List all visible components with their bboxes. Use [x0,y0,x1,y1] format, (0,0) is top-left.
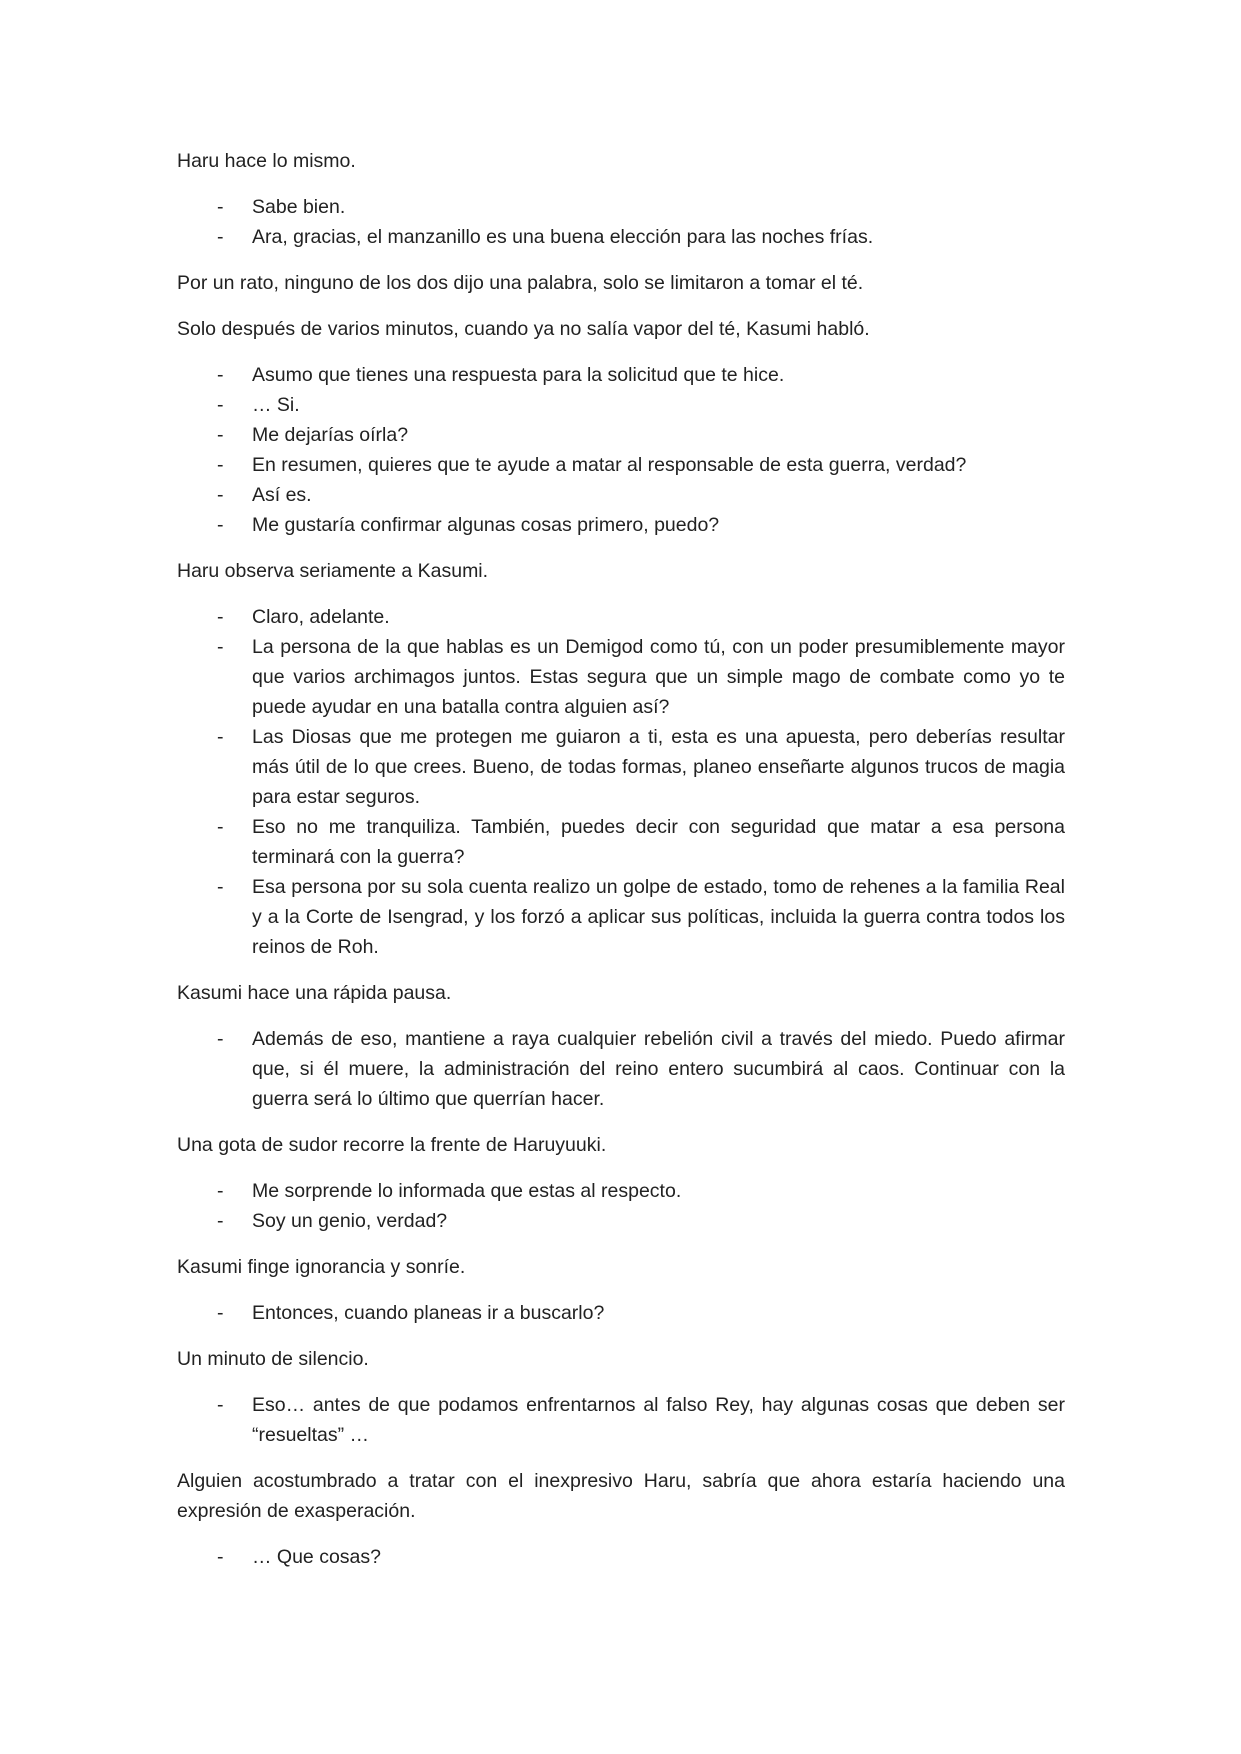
dialogue-list [177,360,1065,540]
dialogue-line [177,222,1065,252]
dialogue-dash: - [217,1546,224,1568]
dialogue-line [177,1390,1065,1450]
dialogue-dash: - [217,606,224,628]
dialogue-dash: - [217,196,224,218]
dialogue-dash: - [217,454,224,476]
dialogue-list [177,1542,1065,1572]
dialogue-text: Sabe bien. [252,196,346,218]
dialogue-text: Así es. [252,484,312,506]
dialogue-line [177,390,1065,420]
dialogue-text: Entonces, cuando planeas ir a buscarlo? [252,1302,605,1324]
dialogue-dash: - [217,636,224,658]
narration-paragraph: Haru observa seriamente a Kasumi. [177,560,489,582]
dialogue-dash: - [217,514,224,536]
narration-paragraph: Solo después de varios minutos, cuando ya no salía vapor del té, Kasumi habló. [177,318,870,340]
dialogue-text: … Que cosas? [252,1546,381,1568]
dialogue-dash: - [217,484,224,506]
dialogue-dash: - [217,1302,224,1324]
dialogue-text: En resumen, quieres que te ayude a matar al responsable de esta guerra, verdad? [252,454,967,476]
narration-paragraph: Alguien acostumbrado a tratar con el inexpresivo Haru, sabría que ahora estaría haciendo una expresión de exasperación. [177,1470,1065,1522]
dialogue-list [177,1176,1065,1236]
dialogue-dash: - [217,394,224,416]
dialogue-dash: - [217,726,224,748]
narration-paragraph: Por un rato, ninguno de los dos dijo una palabra, solo se limitaron a tomar el té. [177,272,864,294]
dialogue-dash: - [217,816,224,838]
dialogue-line [177,812,1065,872]
dialogue-text: Además de eso, mantiene a raya cualquier rebelión civil a través del miedo. Puedo afirmar que, si él muere, la administración del reino entero sucumbirá al caos. Continuar con la guerra será lo último que querrían hacer. [252,1028,1065,1110]
narration-paragraph: Kasumi hace una rápida pausa. [177,982,452,1004]
dialogue-line [177,722,1065,812]
dialogue-list [177,602,1065,962]
dialogue-text: Soy un genio, verdad? [252,1210,448,1232]
dialogue-line [177,632,1065,722]
dialogue-line [177,602,1065,632]
dialogue-text: Me gustaría confirmar algunas cosas primero, puedo? [252,514,720,536]
dialogue-text: … Si. [252,394,300,416]
narration-paragraph: Un minuto de silencio. [177,1348,369,1370]
dialogue-line [177,192,1065,222]
dialogue-dash: - [217,424,224,446]
dialogue-text: Me sorprende lo informada que estas al respecto. [252,1180,682,1202]
dialogue-line [177,1298,1065,1328]
narration-paragraph: Una gota de sudor recorre la frente de Haruyuuki. [177,1134,607,1156]
dialogue-line [177,1542,1065,1572]
dialogue-line [177,1176,1065,1206]
dialogue-line [177,872,1065,962]
dialogue-text: Eso no me tranquiliza. También, puedes decir con seguridad que matar a esa persona terminará con la guerra? [252,816,1065,868]
dialogue-dash: - [217,364,224,386]
dialogue-text: Las Diosas que me protegen me guiaron a ti, esta es una apuesta, pero deberías resultar más útil de lo que crees. Bueno, de todas formas, planeo enseñarte algunos trucos de magia para estar seguros. [252,726,1065,808]
dialogue-dash: - [217,226,224,248]
dialogue-line [177,420,1065,450]
dialogue-text: Claro, adelante. [252,606,390,628]
dialogue-dash: - [217,1028,224,1050]
dialogue-dash: - [217,1210,224,1232]
dialogue-list [177,1024,1065,1114]
dialogue-list [177,1390,1065,1450]
dialogue-line [177,480,1065,510]
dialogue-text: Me dejarías oírla? [252,424,409,446]
dialogue-dash: - [217,1180,224,1202]
dialogue-line [177,450,1065,480]
dialogue-line [177,1206,1065,1236]
document-page [177,146,1065,1588]
dialogue-list [177,192,1065,252]
dialogue-text: Esa persona por su sola cuenta realizo un golpe de estado, tomo de rehenes a la familia Real y a la Corte de Isengrad, y los forzó a aplicar sus políticas, incluida la guerra contra todos los reinos de Roh. [252,876,1065,958]
dialogue-text: Ara, gracias, el manzanillo es una buena elección para las noches frías. [252,226,874,248]
narration-paragraph: Haru hace lo mismo. [177,150,356,172]
dialogue-list [177,1298,1065,1328]
dialogue-text: Eso… antes de que podamos enfrentarnos al falso Rey, hay algunas cosas que deben ser “resueltas” … [252,1394,1065,1446]
dialogue-line [177,510,1065,540]
dialogue-text: Asumo que tienes una respuesta para la solicitud que te hice. [252,364,785,386]
dialogue-dash: - [217,876,224,898]
dialogue-dash: - [217,1394,224,1416]
narration-paragraph: Kasumi finge ignorancia y sonríe. [177,1256,466,1278]
dialogue-line [177,360,1065,390]
dialogue-text: La persona de la que hablas es un Demigod como tú, con un poder presumiblemente mayor que varios archimagos juntos. Estas segura que un simple mago de combate como yo te puede ayudar en una batalla contra alguien así? [252,636,1065,718]
dialogue-line [177,1024,1065,1114]
